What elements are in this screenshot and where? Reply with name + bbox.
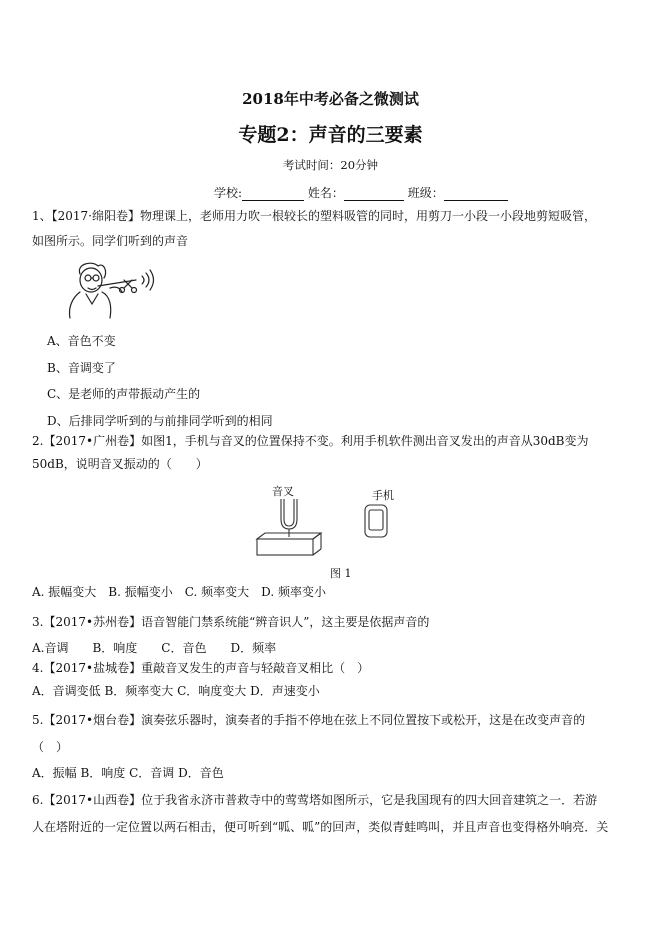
tuning-fork-label: 音叉 bbox=[272, 485, 294, 498]
q2-stem-line2: 50dB，说明音叉振动的（ ） bbox=[32, 457, 208, 471]
q4-options: A．音调变低 B．频率变大 C．响度变大 D．声速变小 bbox=[32, 684, 320, 698]
q6-stem-line2: 人在塔附近的一定位置以两石相击，便可听到“呱、呱”的回声，类似青蛙鸣叫，并且声音也变得格外响亮．关 bbox=[32, 820, 609, 834]
phone-label: 手机 bbox=[372, 489, 394, 502]
q1-option-c: C、是老师的声带振动产生的 bbox=[47, 387, 201, 401]
page-title: 2018年中考必备之微测试 bbox=[242, 90, 419, 108]
q3-options: A.音调 B．响度 C．音色 D．频率 bbox=[32, 641, 277, 655]
student-info-fields bbox=[214, 184, 508, 201]
name-field[interactable] bbox=[344, 188, 404, 201]
q1-option-a: A、音色不变 bbox=[47, 334, 116, 348]
school-field[interactable] bbox=[242, 188, 304, 201]
q5-options: A．振幅 B．响度 C．音调 D．音色 bbox=[32, 766, 224, 780]
q2-options: A. 振幅变大 B. 振幅变小 C. 频率变大 D. 频率变小 bbox=[32, 585, 326, 599]
q4-stem: 4.【2017•盐城卷】重敲音叉发生的声音与轻敲音叉相比（ ） bbox=[32, 661, 370, 675]
teacher-blowing-straw-illustration bbox=[58, 258, 158, 320]
school-label: 学校: bbox=[214, 186, 243, 200]
q5-stem-line2: （ ） bbox=[32, 740, 69, 754]
q1-stem-line2: 如图所示。同学们听到的声音 bbox=[32, 234, 189, 248]
figure-1-caption: 图 1 bbox=[330, 567, 352, 580]
q2-stem-line1: 2.【2017•广州卷】如图1，手机与音叉的位置保持不变。利用手机软件测出音叉发出的声音从30dB变为 bbox=[32, 434, 589, 448]
q3-stem: 3.【2017•苏州卷】语音智能门禁系统能“辨音识人”，这主要是依据声音的 bbox=[32, 615, 430, 629]
q1-option-b: B、音调变了 bbox=[47, 361, 116, 375]
tuning-fork-and-phone-figure bbox=[255, 495, 415, 561]
class-label: 班级： bbox=[407, 186, 444, 200]
q5-stem-line1: 5.【2017•烟台卷】演奏弦乐器时，演奏者的手指不停地在弦上不同位置按下或松开，这是在改变声音的 bbox=[32, 713, 586, 727]
q1-option-d: D、后排同学听到的与前排同学听到的相同 bbox=[47, 414, 273, 428]
class-field[interactable] bbox=[444, 188, 508, 201]
page-subtitle: 专题2：声音的三要素 bbox=[238, 124, 423, 146]
exam-time: 考试时间：20分钟 bbox=[282, 158, 379, 172]
q1-stem-line1: 1、【2017·绵阳卷】物理课上，老师用力吹一根较长的塑料吸管的同时，用剪刀一小段一小段地剪短吸管， bbox=[32, 209, 596, 223]
q6-stem-line1: 6.【2017•山西卷】位于我省永济市普救寺中的莺莺塔如图所示，它是我国现有的四大回音建筑之一．若游 bbox=[32, 793, 598, 807]
name-label: 姓名： bbox=[307, 186, 344, 200]
